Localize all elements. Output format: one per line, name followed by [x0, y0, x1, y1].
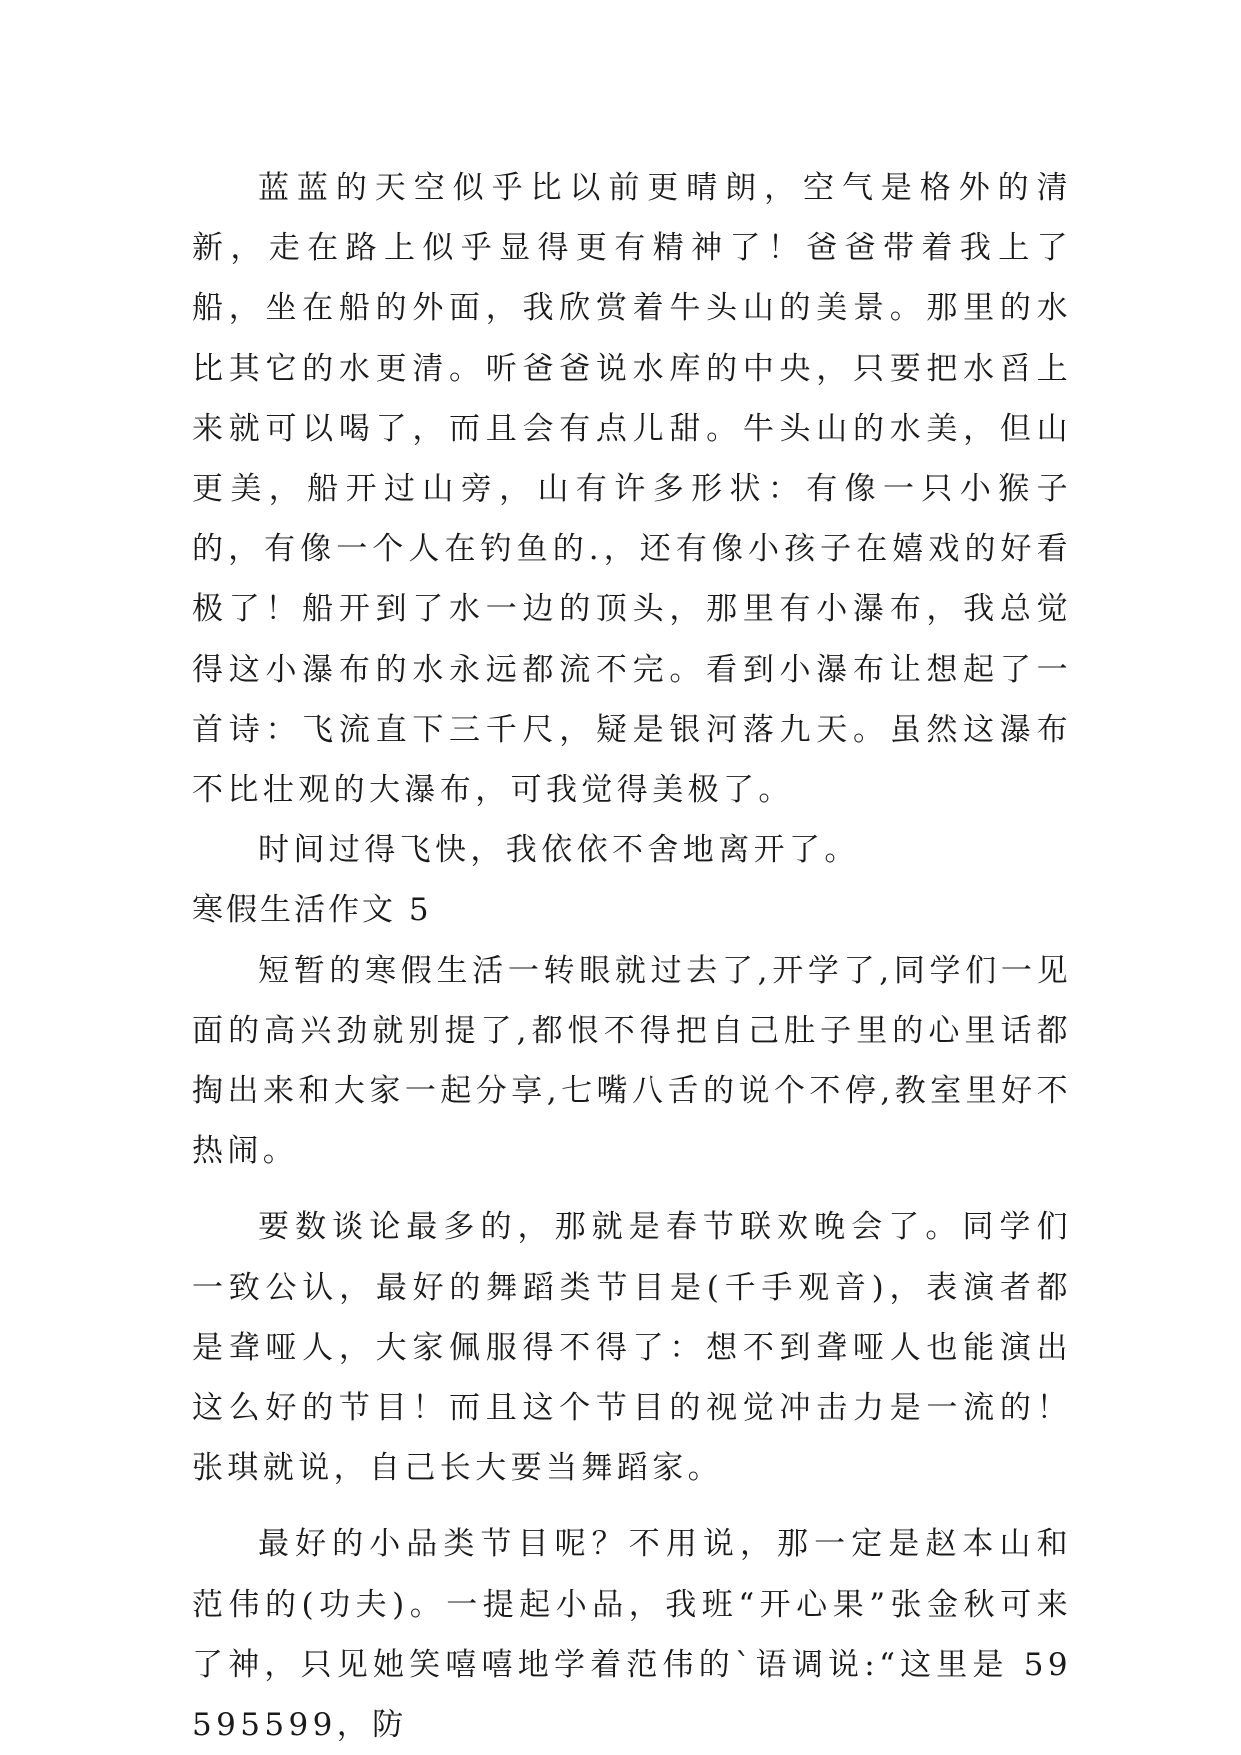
- paragraph-comedy-sketch: 最好的小品类节目呢？不用说，那一定是赵本山和范伟的(功夫)。一提起小品，我班“开心果”张金秋可来了神，只见她笑嘻嘻地学着范伟的`语调说:“这里是 59595599，防: [192, 1526, 1072, 1744]
- paragraph-niutoushan-scenery: 蓝蓝的天空似乎比以前更晴朗，空气是格外的清新，走在路上似乎显得更有精神了！爸爸带着我上了船，坐在船的外面，我欣赏着牛头山的美景。那里的水比其它的水更清。听爸爸说水库的中央，只要把水舀上来就可以喝了，而且会有点儿甜。牛头山的水美，但山更美，船开过山旁，山有许多形状：有像一只小猴子的，有像一个人在钓鱼的.，还有像小孩子在嬉戏的好看极了！船开到了水一边的顶头，那里有小瀑布，我总觉得这小瀑布的水永远都流不完。看到小瀑布让想起了一首诗：飞流直下三千尺，疑是银河落九天。虽然这瀑布不比壮观的大瀑布，可我觉得美极了。: [192, 170, 1072, 809]
- paragraph-leaving: 时间过得飞快，我依依不舍地离开了。: [258, 832, 860, 869]
- document-body: [192, 158, 1072, 1755]
- paragraph-back-to-school: 短暂的寒假生活一转眼就过去了,开学了,同学们一见面的高兴劲就别提了,都恨不得把自己肚子里的心里话都掏出来和大家一起分享,七嘴八舌的说个不停,教室里好不热闹。: [192, 952, 1072, 1170]
- paragraph-spring-gala-dance: 要数谈论最多的，那就是春节联欢晚会了。同学们一致公认，最好的舞蹈类节目是(千手观音)，表演者都是聋哑人，大家佩服得不得了：想不到聋哑人也能演出这么好的节目！而且这个节目的视觉冲击力是一流的！张琪就说，自己长大要当舞蹈家。: [192, 1209, 1072, 1487]
- section-heading: 寒假生活作文 5: [192, 892, 432, 929]
